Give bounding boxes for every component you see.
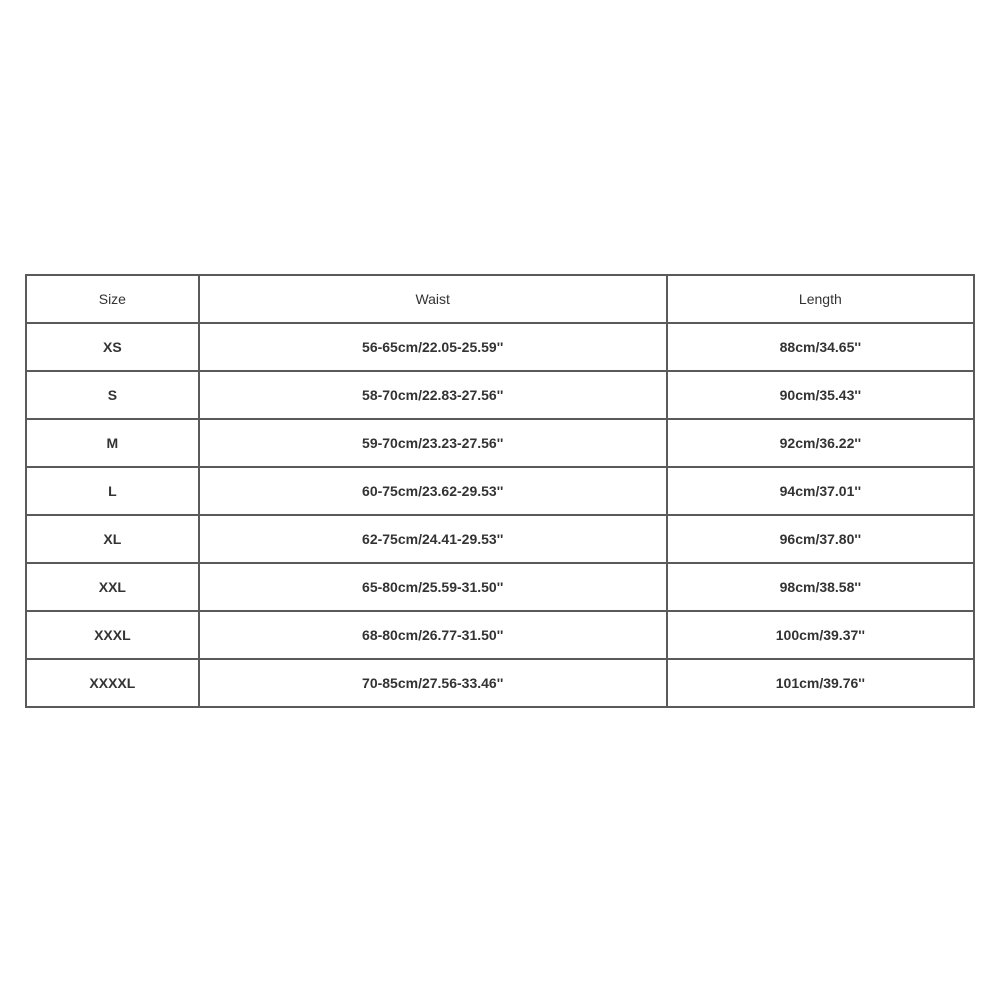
cell-length: 96cm/37.80'' bbox=[667, 515, 974, 563]
header-length: Length bbox=[667, 275, 974, 323]
cell-size: XXXL bbox=[26, 611, 199, 659]
table-row bbox=[26, 563, 974, 611]
header-row bbox=[26, 275, 974, 323]
table-row bbox=[26, 419, 974, 467]
cell-waist: 60-75cm/23.62-29.53'' bbox=[199, 467, 667, 515]
cell-length: 101cm/39.76'' bbox=[667, 659, 974, 707]
size-chart-table bbox=[25, 274, 975, 708]
cell-waist: 58-70cm/22.83-27.56'' bbox=[199, 371, 667, 419]
cell-size: XXXXL bbox=[26, 659, 199, 707]
cell-size: M bbox=[26, 419, 199, 467]
cell-waist: 65-80cm/25.59-31.50'' bbox=[199, 563, 667, 611]
cell-length: 92cm/36.22'' bbox=[667, 419, 974, 467]
table-row bbox=[26, 611, 974, 659]
table-row bbox=[26, 467, 974, 515]
header-size: Size bbox=[26, 275, 199, 323]
table-row bbox=[26, 323, 974, 371]
cell-size: L bbox=[26, 467, 199, 515]
cell-length: 100cm/39.37'' bbox=[667, 611, 974, 659]
cell-size: S bbox=[26, 371, 199, 419]
cell-waist: 68-80cm/26.77-31.50'' bbox=[199, 611, 667, 659]
cell-waist: 59-70cm/23.23-27.56'' bbox=[199, 419, 667, 467]
table-row bbox=[26, 515, 974, 563]
cell-waist: 56-65cm/22.05-25.59'' bbox=[199, 323, 667, 371]
cell-length: 98cm/38.58'' bbox=[667, 563, 974, 611]
cell-waist: 62-75cm/24.41-29.53'' bbox=[199, 515, 667, 563]
cell-length: 90cm/35.43'' bbox=[667, 371, 974, 419]
cell-size: XL bbox=[26, 515, 199, 563]
cell-size: XXL bbox=[26, 563, 199, 611]
cell-length: 88cm/34.65'' bbox=[667, 323, 974, 371]
cell-waist: 70-85cm/27.56-33.46'' bbox=[199, 659, 667, 707]
cell-size: XS bbox=[26, 323, 199, 371]
header-waist: Waist bbox=[199, 275, 667, 323]
table-row bbox=[26, 659, 974, 707]
cell-length: 94cm/37.01'' bbox=[667, 467, 974, 515]
table-header bbox=[26, 275, 974, 323]
table-body bbox=[26, 323, 974, 707]
table-row bbox=[26, 371, 974, 419]
